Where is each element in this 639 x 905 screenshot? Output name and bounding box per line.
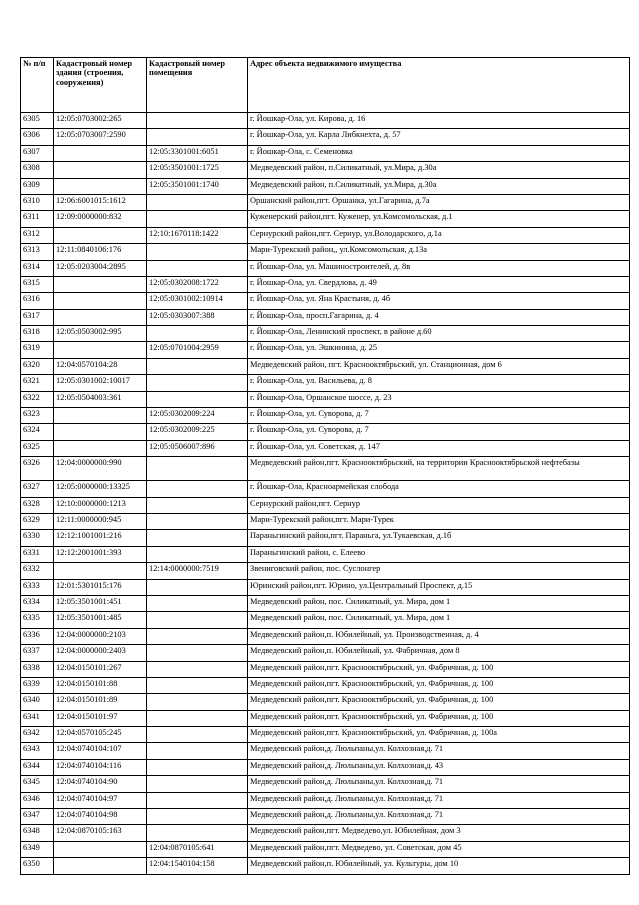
cell-premise-cadastral xyxy=(147,792,248,808)
cell-building-cadastral xyxy=(54,858,147,874)
cell-building-cadastral xyxy=(54,440,147,456)
table-row xyxy=(21,424,630,440)
cell-address: Медведевский район,п. Юбилейный, ул. Культуры, дом 10 xyxy=(248,858,630,874)
table-row xyxy=(21,743,630,759)
cell-num: 6343 xyxy=(21,743,54,759)
cell-premise-cadastral xyxy=(147,710,248,726)
cell-num: 6326 xyxy=(21,457,54,481)
cell-address: Медведевский район,д. Люльпаны,ул. Колхозная,д. 71 xyxy=(248,776,630,792)
cell-building-cadastral: 12:04:0000000:2103 xyxy=(54,628,147,644)
cell-building-cadastral: 12:04:0870105:163 xyxy=(54,825,147,841)
cell-num: 6350 xyxy=(21,858,54,874)
cell-building-cadastral xyxy=(54,276,147,292)
cell-address: Медведевский район,д. Люльпаны,ул. Колхозная,д. 71 xyxy=(248,809,630,825)
cell-num: 6313 xyxy=(21,244,54,260)
cell-address: г. Йошкар-Ола, ул. Машиностроителей, д. 8в xyxy=(248,260,630,276)
cell-address: Медведевский район,пгт. Краснооктябрьский, ул. Фабричная, д. 100 xyxy=(248,710,630,726)
cell-premise-cadastral: 12:04:0870105:641 xyxy=(147,841,248,857)
cell-num: 6338 xyxy=(21,661,54,677)
cell-premise-cadastral xyxy=(147,776,248,792)
cell-num: 6346 xyxy=(21,792,54,808)
cell-address: Юринский район,пгт. Юрино, ул.Центральный Проспект, д.15 xyxy=(248,579,630,595)
cell-num: 6342 xyxy=(21,727,54,743)
cell-address: г. Йошкар-Ола, ул. Эшкинина, д. 25 xyxy=(248,342,630,358)
cell-building-cadastral: 12:04:0000000:990 xyxy=(54,457,147,481)
table-row xyxy=(21,326,630,342)
cell-address: Медведевский район,пгт. Медведево,ул. Юбилейная, дом 3 xyxy=(248,825,630,841)
cell-building-cadastral: 12:05:0301002:10017 xyxy=(54,375,147,391)
cell-address: Медведевский район,пгт. Краснооктябрьский, ул. Фабричная, д. 100а xyxy=(248,727,630,743)
cell-premise-cadastral xyxy=(147,694,248,710)
cell-building-cadastral: 12:12:2001001:393 xyxy=(54,546,147,562)
cell-premise-cadastral xyxy=(147,391,248,407)
cell-premise-cadastral xyxy=(147,759,248,775)
cell-num: 6329 xyxy=(21,513,54,529)
table-row xyxy=(21,661,630,677)
cell-address: Медведевский район, пос. Силикатный, ул. Мира, дом 1 xyxy=(248,612,630,628)
cell-building-cadastral: 12:05:0503002:995 xyxy=(54,326,147,342)
cell-num: 6314 xyxy=(21,260,54,276)
cell-building-cadastral: 12:05:3501001:485 xyxy=(54,612,147,628)
table-row xyxy=(21,497,630,513)
cell-address: г. Йошкар-Ола, ул. Свердлова, д. 49 xyxy=(248,276,630,292)
cell-premise-cadastral xyxy=(147,375,248,391)
table-row xyxy=(21,244,630,260)
cell-num: 6327 xyxy=(21,481,54,497)
cell-premise-cadastral xyxy=(147,481,248,497)
table-row xyxy=(21,227,630,243)
cell-num: 6318 xyxy=(21,326,54,342)
cell-address: Мари-Турекский район,, ул.Комсомольская, д.13а xyxy=(248,244,630,260)
table-row xyxy=(21,776,630,792)
cell-address: Медведевский район,д. Люльпаны,ул. Колхозная,д. 43 xyxy=(248,759,630,775)
cell-address: Медведевский район,пгт. Краснооктябрьский, ул. Фабричная, д. 100 xyxy=(248,694,630,710)
cell-premise-cadastral xyxy=(147,244,248,260)
cell-building-cadastral: 12:04:0740104:90 xyxy=(54,776,147,792)
cell-num: 6307 xyxy=(21,145,54,161)
cell-building-cadastral: 12:11:0840106:176 xyxy=(54,244,147,260)
cell-building-cadastral: 12:05:3501001:451 xyxy=(54,595,147,611)
cell-premise-cadastral: 12:14:0000000:7519 xyxy=(147,563,248,579)
cell-premise-cadastral xyxy=(147,825,248,841)
table-row xyxy=(21,276,630,292)
cell-building-cadastral xyxy=(54,309,147,325)
table-row xyxy=(21,841,630,857)
cell-address: Мари-Турекский район,пгт. Мари-Турек xyxy=(248,513,630,529)
cell-num: 6323 xyxy=(21,408,54,424)
cell-building-cadastral: 12:04:0150101:267 xyxy=(54,661,147,677)
cell-address: Медведевский район,пгт. Краснооктябрьский, ул. Фабричная, д. 100 xyxy=(248,661,630,677)
cell-num: 6334 xyxy=(21,595,54,611)
table-row xyxy=(21,145,630,161)
cell-building-cadastral: 12:10:0000000:1213 xyxy=(54,497,147,513)
table-row xyxy=(21,162,630,178)
header-address: Адрес объекта недвижимого имущества xyxy=(248,58,630,113)
cell-building-cadastral: 12:04:0150101:97 xyxy=(54,710,147,726)
table-row xyxy=(21,342,630,358)
cell-num: 6316 xyxy=(21,293,54,309)
table-row xyxy=(21,358,630,374)
cell-num: 6311 xyxy=(21,211,54,227)
table-row xyxy=(21,457,630,481)
cell-building-cadastral: 12:01:5301015:176 xyxy=(54,579,147,595)
cell-address: г. Йошкар-Ола, Ленинский проспект, в районе д.60 xyxy=(248,326,630,342)
cell-num: 6322 xyxy=(21,391,54,407)
table-row xyxy=(21,563,630,579)
cell-address: г. Йошкар-Ола, ул. Карла Либкнехта, д. 57 xyxy=(248,129,630,145)
cell-address: Медведевский район,пгт. Краснооктябрьский, на территории Краснооктябрьской нефтебазы xyxy=(248,457,630,481)
cell-num: 6333 xyxy=(21,579,54,595)
cell-building-cadastral xyxy=(54,162,147,178)
cell-building-cadastral: 12:05:0703002:265 xyxy=(54,113,147,129)
table-row xyxy=(21,595,630,611)
table-row xyxy=(21,792,630,808)
cell-building-cadastral: 12:04:0150101:88 xyxy=(54,677,147,693)
cell-building-cadastral: 12:04:0150101:89 xyxy=(54,694,147,710)
cell-building-cadastral xyxy=(54,227,147,243)
cell-num: 6317 xyxy=(21,309,54,325)
table-row xyxy=(21,612,630,628)
cell-num: 6315 xyxy=(21,276,54,292)
cell-premise-cadastral xyxy=(147,628,248,644)
cell-premise-cadastral xyxy=(147,457,248,481)
cell-address: г. Йошкар-Ола, с. Семеновка xyxy=(248,145,630,161)
cell-building-cadastral: 12:05:0000000:13325 xyxy=(54,481,147,497)
table-row xyxy=(21,113,630,129)
cell-num: 6321 xyxy=(21,375,54,391)
document-page xyxy=(20,57,629,875)
cell-num: 6336 xyxy=(21,628,54,644)
cell-num: 6320 xyxy=(21,358,54,374)
cell-num: 6349 xyxy=(21,841,54,857)
cell-address: Сернурский район,пгт. Сернур xyxy=(248,497,630,513)
cell-building-cadastral: 12:05:0504003:361 xyxy=(54,391,147,407)
cell-num: 6325 xyxy=(21,440,54,456)
cell-premise-cadastral xyxy=(147,579,248,595)
cell-premise-cadastral xyxy=(147,497,248,513)
cell-building-cadastral: 12:11:0000000:945 xyxy=(54,513,147,529)
cell-premise-cadastral: 12:05:0302009:224 xyxy=(147,408,248,424)
cell-address: Оршанский район,пгт. Оршанка, ул.Гагарина, д.7а xyxy=(248,194,630,210)
cell-premise-cadastral: 12:05:3501001:1725 xyxy=(147,162,248,178)
cell-address: г. Йошкар-Ола, ул. Суворова, д. 7 xyxy=(248,408,630,424)
table-row xyxy=(21,513,630,529)
table-row xyxy=(21,530,630,546)
cell-address: г. Йошкар-Ола, ул. Советская, д. 147 xyxy=(248,440,630,456)
cell-premise-cadastral xyxy=(147,513,248,529)
cell-num: 6330 xyxy=(21,530,54,546)
table-body xyxy=(21,113,630,875)
cell-premise-cadastral: 12:05:0701004:2959 xyxy=(147,342,248,358)
cell-premise-cadastral xyxy=(147,358,248,374)
table-row xyxy=(21,260,630,276)
cell-address: г. Йошкар-Ола, ул. Васильева, д. 8 xyxy=(248,375,630,391)
cell-num: 6310 xyxy=(21,194,54,210)
table-row xyxy=(21,211,630,227)
cell-premise-cadastral: 12:05:0302009:225 xyxy=(147,424,248,440)
table-row xyxy=(21,408,630,424)
table-row xyxy=(21,710,630,726)
cell-address: г. Йошкар-Ола, ул. Суворова, д. 7 xyxy=(248,424,630,440)
table-row xyxy=(21,481,630,497)
cell-num: 6306 xyxy=(21,129,54,145)
cell-building-cadastral: 12:04:0740104:116 xyxy=(54,759,147,775)
table-row xyxy=(21,677,630,693)
cell-address: Медведевский район, п.Силикатный, ул.Мира, д.30а xyxy=(248,178,630,194)
table-row xyxy=(21,129,630,145)
cell-num: 6335 xyxy=(21,612,54,628)
cell-premise-cadastral xyxy=(147,677,248,693)
cell-address: г. Йошкар-Ола, Красноармейская слобода xyxy=(248,481,630,497)
cell-premise-cadastral xyxy=(147,661,248,677)
table-row xyxy=(21,579,630,595)
cell-num: 6319 xyxy=(21,342,54,358)
table-row xyxy=(21,546,630,562)
cell-address: Сернурский район,пгт. Сернур, ул.Володарского, д.1а xyxy=(248,227,630,243)
table-row xyxy=(21,809,630,825)
cell-building-cadastral xyxy=(54,408,147,424)
cell-building-cadastral: 12:04:0570104:28 xyxy=(54,358,147,374)
cell-building-cadastral: 12:09:0000000:832 xyxy=(54,211,147,227)
cell-building-cadastral: 12:06:6001015:1612 xyxy=(54,194,147,210)
cell-num: 6324 xyxy=(21,424,54,440)
cell-address: Медведевский район, п.Силикатный, ул.Мира, д.30а xyxy=(248,162,630,178)
cell-address: Куженерский район,пгт. Куженер, ул.Комсомольская, д.1 xyxy=(248,211,630,227)
cell-address: Параньгинский район,пгт. Параньга, ул.Тукаевская, д.1б xyxy=(248,530,630,546)
cell-address: г. Йошкар-Ола, ул. Кирова, д. 16 xyxy=(248,113,630,129)
cell-num: 6331 xyxy=(21,546,54,562)
table-row xyxy=(21,309,630,325)
cell-premise-cadastral xyxy=(147,743,248,759)
property-table xyxy=(20,57,630,875)
cell-address: Медведевский район, пгт. Краснооктябрьский, ул. Станционная, дом 6 xyxy=(248,358,630,374)
table-row xyxy=(21,391,630,407)
cell-premise-cadastral xyxy=(147,645,248,661)
cell-building-cadastral xyxy=(54,293,147,309)
header-num: № п/п xyxy=(21,58,54,113)
cell-premise-cadastral xyxy=(147,809,248,825)
cell-num: 6340 xyxy=(21,694,54,710)
table-row xyxy=(21,375,630,391)
cell-address: г. Йошкар-Ола, ул. Яна Крастыня, д. 4б xyxy=(248,293,630,309)
cell-building-cadastral: 12:05:0703007:2590 xyxy=(54,129,147,145)
cell-premise-cadastral: 12:05:0506007:896 xyxy=(147,440,248,456)
table-row xyxy=(21,727,630,743)
table-row xyxy=(21,178,630,194)
cell-premise-cadastral: 12:05:0302008:1722 xyxy=(147,276,248,292)
cell-address: г. Йошкар-Ола, просп.Гагарина, д. 4 xyxy=(248,309,630,325)
cell-num: 6305 xyxy=(21,113,54,129)
cell-building-cadastral xyxy=(54,178,147,194)
cell-premise-cadastral xyxy=(147,595,248,611)
table-row xyxy=(21,440,630,456)
cell-building-cadastral: 12:04:0740104:98 xyxy=(54,809,147,825)
cell-premise-cadastral xyxy=(147,260,248,276)
cell-num: 6309 xyxy=(21,178,54,194)
table-row xyxy=(21,694,630,710)
cell-premise-cadastral xyxy=(147,612,248,628)
cell-premise-cadastral xyxy=(147,326,248,342)
cell-premise-cadastral: 12:10:1670118:1422 xyxy=(147,227,248,243)
cell-address: Медведевский район,п. Юбилейный, ул. Фабричная, дом 8 xyxy=(248,645,630,661)
cell-building-cadastral xyxy=(54,424,147,440)
cell-building-cadastral: 12:12:1001001:216 xyxy=(54,530,147,546)
cell-num: 6332 xyxy=(21,563,54,579)
cell-premise-cadastral: 12:05:0301002:10914 xyxy=(147,293,248,309)
cell-address: Медведевский район,пгт. Краснооктябрьский, ул. Фабричная, д. 100 xyxy=(248,677,630,693)
cell-premise-cadastral xyxy=(147,727,248,743)
cell-premise-cadastral xyxy=(147,113,248,129)
cell-num: 6345 xyxy=(21,776,54,792)
cell-premise-cadastral: 12:05:3301001:6051 xyxy=(147,145,248,161)
table-header-row xyxy=(21,58,630,113)
cell-num: 6341 xyxy=(21,710,54,726)
cell-num: 6337 xyxy=(21,645,54,661)
cell-num: 6347 xyxy=(21,809,54,825)
cell-premise-cadastral xyxy=(147,211,248,227)
header-building-cadastral: Кадастровый номер здания (строения, сооружения) xyxy=(54,58,147,113)
table-row xyxy=(21,194,630,210)
cell-num: 6348 xyxy=(21,825,54,841)
table-row xyxy=(21,759,630,775)
cell-num: 6339 xyxy=(21,677,54,693)
cell-address: Медведевский район,пгт. Медведево, ул. Советская, дом 45 xyxy=(248,841,630,857)
cell-address: Медведевский район,д. Люльпаны,ул. Колхозная,д. 71 xyxy=(248,792,630,808)
cell-num: 6344 xyxy=(21,759,54,775)
cell-num: 6312 xyxy=(21,227,54,243)
table-row xyxy=(21,293,630,309)
cell-premise-cadastral: 12:05:0303007:388 xyxy=(147,309,248,325)
cell-building-cadastral xyxy=(54,841,147,857)
cell-num: 6328 xyxy=(21,497,54,513)
cell-building-cadastral xyxy=(54,342,147,358)
cell-premise-cadastral xyxy=(147,546,248,562)
cell-building-cadastral xyxy=(54,563,147,579)
cell-building-cadastral: 12:04:0740104:97 xyxy=(54,792,147,808)
header-premise-cadastral: Кадастровый номер помещения xyxy=(147,58,248,113)
cell-address: Параньгинский район, с. Елеево xyxy=(248,546,630,562)
cell-building-cadastral: 12:04:0570105:245 xyxy=(54,727,147,743)
cell-address: Медведевский район, пос. Силикатный, ул. Мира, дом 1 xyxy=(248,595,630,611)
table-row xyxy=(21,858,630,874)
cell-premise-cadastral: 12:05:3501001:1740 xyxy=(147,178,248,194)
cell-premise-cadastral xyxy=(147,530,248,546)
cell-address: Медведевский район,п. Юбилейный, ул. Производственная, д. 4 xyxy=(248,628,630,644)
cell-address: г. Йошкар-Ола, Оршанское шоссе, д. 23 xyxy=(248,391,630,407)
table-row xyxy=(21,825,630,841)
cell-premise-cadastral xyxy=(147,194,248,210)
cell-num: 6308 xyxy=(21,162,54,178)
cell-address: Звениговский район, пос. Суслонгер xyxy=(248,563,630,579)
cell-building-cadastral: 12:04:0740104:107 xyxy=(54,743,147,759)
cell-building-cadastral xyxy=(54,145,147,161)
table-row xyxy=(21,628,630,644)
cell-premise-cadastral xyxy=(147,129,248,145)
cell-premise-cadastral: 12:04:1540104:158 xyxy=(147,858,248,874)
cell-building-cadastral: 12:04:0000000:2403 xyxy=(54,645,147,661)
table-row xyxy=(21,645,630,661)
cell-building-cadastral: 12:05:0203004:2895 xyxy=(54,260,147,276)
cell-address: Медведевский район,д. Люльпаны,ул. Колхозная,д. 71 xyxy=(248,743,630,759)
